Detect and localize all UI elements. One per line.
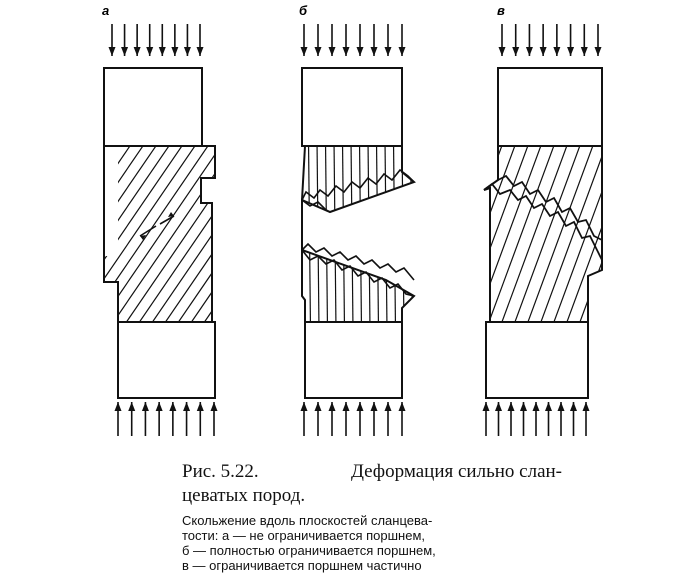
caption-title-line-2: цеватых пород. [182,485,306,506]
piston-force-arrows-bottom-a [115,402,218,436]
caption-body-line-3: б — полностью ограничивается поршнем, [182,543,436,558]
shale-sample-b [300,140,414,330]
panel-c-label: в [497,3,505,18]
piston-force-arrows-top-c [499,24,602,56]
figure-number: Рис. 5.22. [182,461,259,482]
piston-top-c [498,68,602,146]
shale-sample-a [0,140,420,330]
caption-body-line-2: тости: а — не ограничивается поршнем, [182,528,425,543]
piston-bottom-c [486,322,588,398]
figure-caption-title [182,460,562,508]
piston-force-arrows-bottom-c [483,402,590,436]
piston-force-arrows-top-a [109,24,204,56]
panel-a-label: а [102,3,110,18]
figure-caption-body [182,513,550,573]
panel-b [299,3,414,436]
piston-force-arrows-top-b [301,24,406,56]
piston-bottom-b [305,322,402,398]
piston-top-b [302,68,402,146]
caption-body-line-1: Скольжение вдоль плоскостей сланцева- [182,513,433,528]
panel-b-label: б [299,3,308,18]
caption-body-line-4: в — ограничивается поршнем частично [182,558,422,573]
piston-force-arrows-bottom-b [301,402,406,436]
piston-top-a [104,68,202,146]
piston-bottom-a [118,322,215,398]
caption-title-line-1: Деформация сильно слан- [350,461,562,482]
